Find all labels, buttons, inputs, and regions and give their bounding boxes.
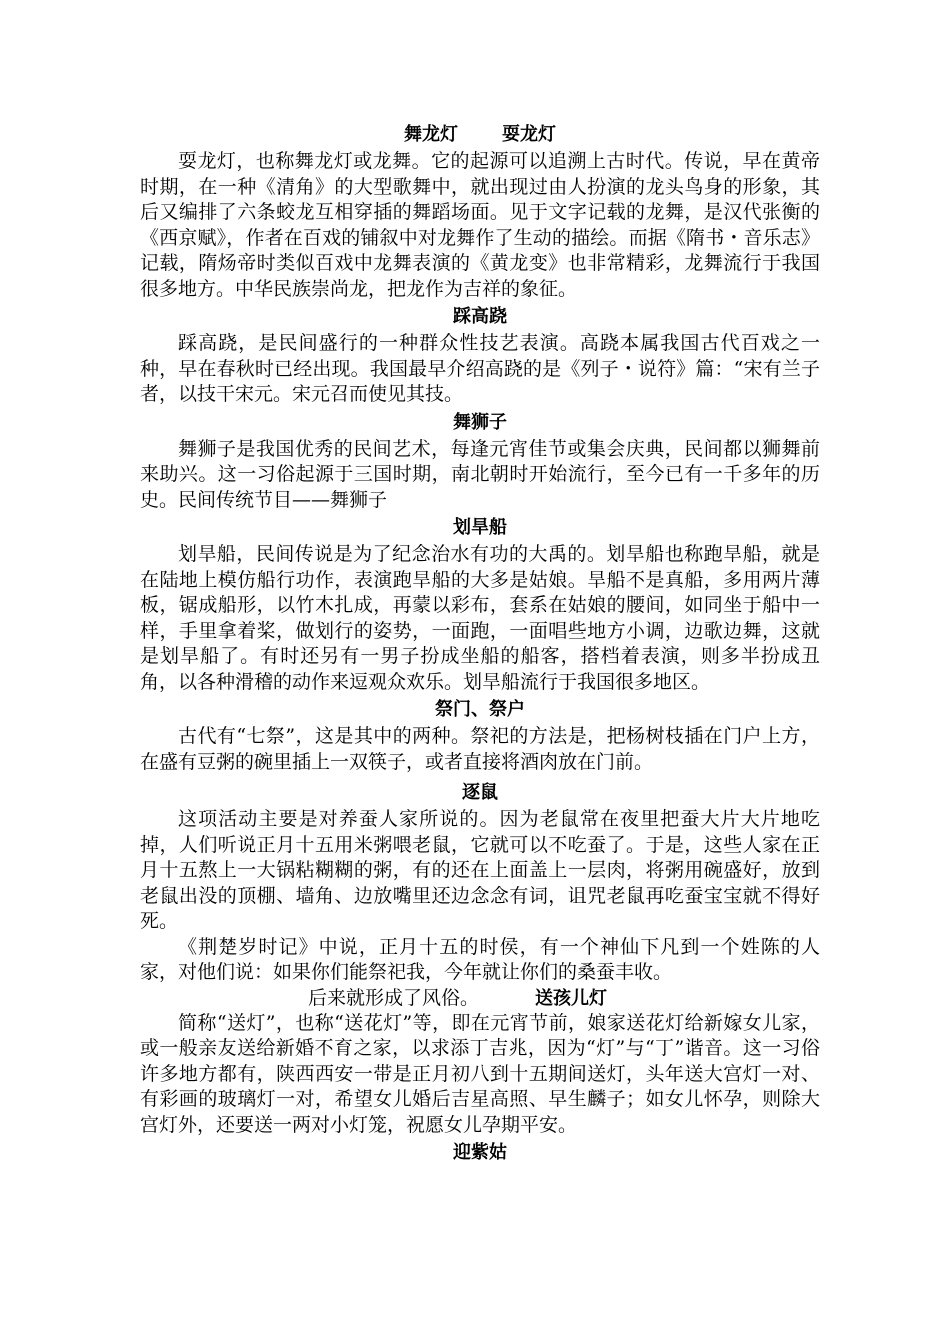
paragraph-child-lantern: 简称“送灯”，也称“送花灯”等，即在元宵节前，娘家送花灯给新嫁女儿家，或一般亲友送给新婚不育之家，以求添丁吉兆，因为“灯”与“丁”谐音。这一习俗许多地方都有，陕西西安一带是正月初八到十五期间送灯，头年送大宫灯一对、有彩画的玻璃灯一对，希望女儿婚后吉星高照、早生麟子；如女儿怀孕，则除大宫灯外，还要送一两对小灯笼，祝愿女儿孕期平安。 — [140, 1011, 820, 1136]
paragraph-dragon-lantern: 耍龙灯，也称舞龙灯或龙舞。它的起源可以追溯上古时代。传说，早在黄帝时期，在一种《清角》的大型歌舞中，就出现过由人扮演的龙头鸟身的形象，其后又编排了六条蛟龙互相穿插的舞蹈场面。见于文字记载的龙舞，是汉代张衡的《西京赋》，作者在百戏的铺叙中对龙舞作了生动的描绘。而据《隋书・音乐志》记载，隋炀帝时类似百戏中龙舞表演的《黄龙变》也非常精彩，龙舞流行于我国很多地方。中华民族崇尚龙，把龙作为吉祥的象征。 — [140, 150, 820, 300]
section-heading-expel-rats: 逐鼠 — [462, 782, 498, 803]
heading-part-left: 舞龙灯 — [404, 124, 458, 145]
paragraph-door-sacrifice: 古代有“七祭”，这是其中的两种。祭祀的方法是，把杨树枝插在门户上方，在盛有豆粥的碗里插上一双筷子，或者直接将酒肉放在门前。 — [140, 725, 820, 773]
section-heading-door-sacrifice: 祭门、祭户 — [435, 699, 525, 720]
section-heading-dragon-lantern — [140, 122, 820, 147]
paragraph-expel-rats-2: 《荆楚岁时记》中说，正月十五的时侯，有一个神仙下凡到一个姓陈的人家，对他们说：如果你们能祭祀我，今年就让你们的桑蚕丰收。 — [140, 935, 820, 983]
paragraph-expel-rats-1: 这项活动主要是对养蚕人家所说的。因为老鼠常在夜里把蚕大片大片地吃掉，人们听说正月十五用米粥喂老鼠，它就可以不吃蚕了。于是，这些人家在正月十五熬上一大锅粘糊糊的粥，有的还在上面盖上一层肉，将粥用碗盛好，放到老鼠出没的顶棚、墙角、边放嘴里还边念念有词，诅咒老鼠再吃蚕宝宝就不得好死。 — [140, 808, 820, 932]
paragraph-expel-rats-tail: 后来就形成了风俗。 — [308, 986, 480, 1009]
section-heading-zigu: 迎紫姑 — [453, 1142, 507, 1163]
heading-part-right: 耍龙灯 — [502, 124, 556, 145]
section-heading-child-lantern: 送孩儿灯 — [535, 987, 608, 1009]
paragraph-lion-dance: 舞狮子是我国优秀的民间艺术，每逢元宵佳节或集会庆典，民间都以狮舞前来助兴。这一习俗起源于三国时期，南北朝时开始流行，至今已有一千多年的历史。民间传统节目——舞狮子 — [140, 437, 820, 511]
paragraph-stilts: 踩高跷，是民间盛行的一种群众性技艺表演。高跷本属我国古代百戏之一种，早在春秋时已经出现。我国最早介绍高跷的是《列子・说符》篇：“宋有兰子者，以技干宋元。宋元召而使见其技。 — [140, 332, 820, 405]
section-heading-land-boat: 划旱船 — [453, 517, 507, 538]
trailing-line-with-heading — [140, 986, 820, 1011]
section-heading-lion-dance: 舞狮子 — [453, 411, 507, 433]
section-heading-stilts: 踩高跷 — [453, 306, 507, 327]
document-page — [140, 120, 820, 1167]
paragraph-land-boat: 划旱船，民间传说是为了纪念治水有功的大禹的。划旱船也称跑旱船，就是在陆地上模仿船行功作，表演跑旱船的大多是姑娘。旱船不是真船，多用两片薄板，锯成船形，以竹木扎成，再蒙以彩布，套系在姑娘的腰间，如同坐于船中一样，手里拿着桨，做划行的姿势，一面跑，一面唱些地方小调，边歌边舞，这就是划旱船了。有时还另有一男子扮成坐船的船客，搭档着表演，则多半扮成丑角，以各种滑稽的动作来逗观众欢乐。划旱船流行于我国很多地区。 — [140, 543, 820, 693]
